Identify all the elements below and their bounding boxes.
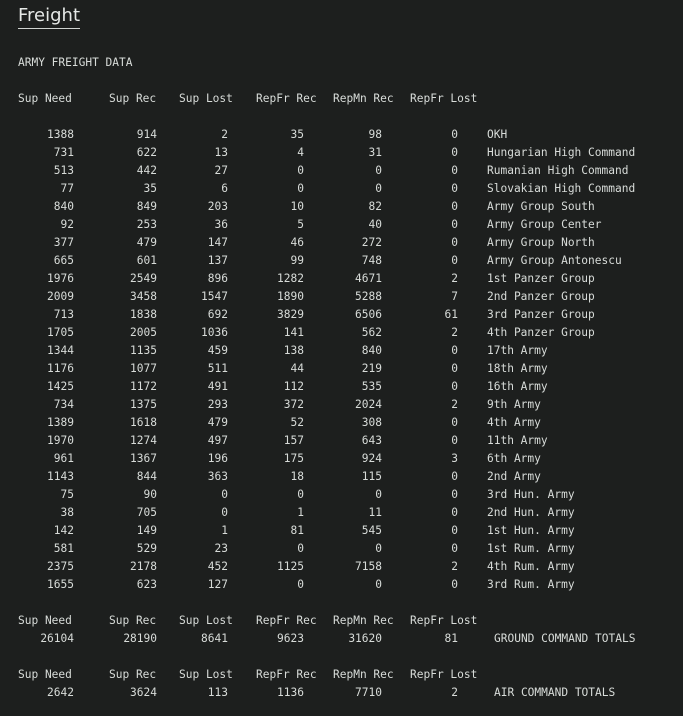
cell-repfr-rec: 0 <box>297 164 304 177</box>
table-row <box>0 540 683 558</box>
cell-sup-need: 665 <box>53 254 74 267</box>
cell-repmn-rec: 545 <box>361 524 382 537</box>
cell-repfr-rec: 175 <box>283 452 304 465</box>
cell-repmn-rec: 0 <box>375 578 382 591</box>
cell-sup-need: 2009 <box>47 290 74 303</box>
cell-repfr-lost: 0 <box>451 146 458 159</box>
cell-sup-lost: 452 <box>207 560 228 573</box>
ground-totals-row <box>0 630 683 648</box>
header-repfr-rec: RepFr Rec <box>256 668 317 681</box>
cell-unit-name: 9th Army <box>487 398 541 411</box>
cell-sup-lost: 497 <box>207 434 228 447</box>
cell-repmn-rec: 82 <box>368 200 382 213</box>
cell-repfr-lost: 0 <box>451 506 458 519</box>
cell-repfr-rec: 81 <box>290 524 304 537</box>
cell-repmn-rec: 11 <box>368 506 382 519</box>
cell-repfr-rec: 1890 <box>277 290 304 303</box>
table-row <box>0 144 683 162</box>
header-sup-rec: Sup Rec <box>109 614 157 627</box>
cell-sup-lost: 1 <box>221 524 228 537</box>
total-repfr-rec: 1136 <box>277 686 304 699</box>
cell-repfr-rec: 0 <box>297 488 304 501</box>
ground-totals-label: GROUND COMMAND TOTALS <box>494 632 636 645</box>
cell-sup-lost: 363 <box>207 470 228 483</box>
cell-sup-lost: 36 <box>214 218 228 231</box>
cell-repfr-lost: 2 <box>451 398 458 411</box>
table-row <box>0 234 683 252</box>
cell-unit-name: 16th Army <box>487 380 548 393</box>
cell-repfr-lost: 0 <box>451 470 458 483</box>
cell-unit-name: 17th Army <box>487 344 548 357</box>
cell-repfr-lost: 0 <box>451 542 458 555</box>
cell-repfr-lost: 7 <box>451 290 458 303</box>
cell-unit-name: 3rd Rum. Army <box>487 578 575 591</box>
cell-repfr-rec: 372 <box>283 398 304 411</box>
cell-sup-need: 1388 <box>47 128 74 141</box>
header-repfr-rec: RepFr Rec <box>256 92 317 105</box>
cell-repfr-rec: 141 <box>283 326 304 339</box>
header-repfr-rec: RepFr Rec <box>256 614 317 627</box>
cell-repfr-lost: 0 <box>451 182 458 195</box>
cell-sup-need: 92 <box>60 218 74 231</box>
cell-unit-name: 2nd Hun. Army <box>487 506 575 519</box>
cell-repfr-lost: 0 <box>451 578 458 591</box>
cell-sup-need: 1425 <box>47 380 74 393</box>
cell-sup-lost: 459 <box>207 344 228 357</box>
cell-sup-rec: 705 <box>136 506 157 519</box>
cell-sup-rec: 90 <box>143 488 157 501</box>
table-row <box>0 450 683 468</box>
cell-unit-name: Army Group South <box>487 200 595 213</box>
header-sup-need: Sup Need <box>18 92 72 105</box>
cell-unit-name: 11th Army <box>487 434 548 447</box>
total-sup-lost: 8641 <box>201 632 228 645</box>
cell-repfr-rec: 157 <box>283 434 304 447</box>
cell-sup-lost: 1036 <box>201 326 228 339</box>
table-row <box>0 522 683 540</box>
cell-repmn-rec: 272 <box>361 236 382 249</box>
total-repfr-rec: 9623 <box>277 632 304 645</box>
header-sup-lost: Sup Lost <box>179 668 233 681</box>
cell-repfr-lost: 0 <box>451 524 458 537</box>
cell-repfr-lost: 0 <box>451 128 458 141</box>
cell-sup-rec: 1618 <box>130 416 157 429</box>
cell-repfr-rec: 18 <box>290 470 304 483</box>
table-header <box>0 90 683 108</box>
total-sup-need: 2642 <box>47 686 74 699</box>
cell-repfr-lost: 61 <box>444 308 458 321</box>
header-repmn-rec: RepMn Rec <box>333 668 394 681</box>
cell-repfr-lost: 0 <box>451 164 458 177</box>
cell-repfr-lost: 0 <box>451 488 458 501</box>
cell-sup-rec: 35 <box>143 182 157 195</box>
cell-sup-lost: 692 <box>207 308 228 321</box>
table-row <box>0 288 683 306</box>
header-sup-need: Sup Need <box>18 614 72 627</box>
cell-sup-lost: 127 <box>207 578 228 591</box>
cell-sup-need: 2375 <box>47 560 74 573</box>
cell-sup-rec: 529 <box>136 542 157 555</box>
cell-sup-need: 1389 <box>47 416 74 429</box>
cell-sup-need: 142 <box>53 524 74 537</box>
header-sup-lost: Sup Lost <box>179 614 233 627</box>
cell-repfr-lost: 0 <box>451 254 458 267</box>
cell-repfr-rec: 99 <box>290 254 304 267</box>
header-repmn-rec: RepMn Rec <box>333 614 394 627</box>
cell-repmn-rec: 535 <box>361 380 382 393</box>
cell-repfr-rec: 112 <box>283 380 304 393</box>
cell-sup-need: 961 <box>53 452 74 465</box>
table-row <box>0 360 683 378</box>
cell-repmn-rec: 562 <box>361 326 382 339</box>
cell-sup-lost: 491 <box>207 380 228 393</box>
cell-unit-name: Slovakian High Command <box>487 182 636 195</box>
cell-sup-need: 1970 <box>47 434 74 447</box>
air-totals-row <box>0 684 683 702</box>
total-repmn-rec: 7710 <box>355 686 382 699</box>
cell-repfr-rec: 44 <box>290 362 304 375</box>
cell-unit-name: 18th Army <box>487 362 548 375</box>
cell-sup-rec: 1135 <box>130 344 157 357</box>
cell-sup-lost: 6 <box>221 182 228 195</box>
cell-sup-lost: 293 <box>207 398 228 411</box>
cell-sup-rec: 442 <box>136 164 157 177</box>
table-row <box>0 126 683 144</box>
cell-repmn-rec: 643 <box>361 434 382 447</box>
table-row <box>0 558 683 576</box>
cell-sup-need: 1655 <box>47 578 74 591</box>
cell-sup-need: 1176 <box>47 362 74 375</box>
cell-repfr-rec: 46 <box>290 236 304 249</box>
cell-repfr-lost: 2 <box>451 272 458 285</box>
table-row <box>0 378 683 396</box>
air-totals-header <box>0 666 683 684</box>
cell-sup-need: 38 <box>60 506 74 519</box>
cell-sup-rec: 479 <box>136 236 157 249</box>
cell-sup-need: 581 <box>53 542 74 555</box>
cell-repfr-lost: 2 <box>451 326 458 339</box>
cell-repfr-lost: 3 <box>451 452 458 465</box>
cell-repfr-rec: 0 <box>297 182 304 195</box>
table-row <box>0 180 683 198</box>
table-row <box>0 216 683 234</box>
cell-repfr-rec: 35 <box>290 128 304 141</box>
cell-repmn-rec: 7158 <box>355 560 382 573</box>
cell-unit-name: 3rd Panzer Group <box>487 308 595 321</box>
cell-repmn-rec: 840 <box>361 344 382 357</box>
cell-repfr-lost: 0 <box>451 380 458 393</box>
cell-unit-name: 4th Army <box>487 416 541 429</box>
cell-repmn-rec: 31 <box>368 146 382 159</box>
total-sup-lost: 113 <box>207 686 228 699</box>
cell-repmn-rec: 219 <box>361 362 382 375</box>
table-row <box>0 504 683 522</box>
cell-sup-lost: 196 <box>207 452 228 465</box>
cell-repfr-lost: 2 <box>451 560 458 573</box>
cell-sup-rec: 844 <box>136 470 157 483</box>
cell-unit-name: OKH <box>487 128 508 141</box>
cell-sup-rec: 622 <box>136 146 157 159</box>
cell-sup-rec: 1375 <box>130 398 157 411</box>
cell-sup-rec: 253 <box>136 218 157 231</box>
cell-repfr-rec: 0 <box>297 578 304 591</box>
cell-sup-lost: 0 <box>221 488 228 501</box>
cell-sup-rec: 1172 <box>130 380 157 393</box>
cell-sup-need: 840 <box>53 200 74 213</box>
total-repmn-rec: 31620 <box>348 632 382 645</box>
total-repfr-lost: 2 <box>451 686 458 699</box>
cell-unit-name: Army Group Center <box>487 218 602 231</box>
cell-sup-lost: 147 <box>207 236 228 249</box>
header-repfr-lost: RepFr Lost <box>410 92 478 105</box>
cell-sup-rec: 2005 <box>130 326 157 339</box>
header-repfr-lost: RepFr Lost <box>410 614 478 627</box>
cell-repfr-lost: 0 <box>451 200 458 213</box>
header-sup-need: Sup Need <box>18 668 72 681</box>
cell-sup-need: 377 <box>53 236 74 249</box>
cell-sup-lost: 511 <box>207 362 228 375</box>
cell-sup-rec: 2178 <box>130 560 157 573</box>
cell-repmn-rec: 308 <box>361 416 382 429</box>
cell-unit-name: 2nd Panzer Group <box>487 290 595 303</box>
cell-unit-name: 3rd Hun. Army <box>487 488 575 501</box>
cell-sup-lost: 137 <box>207 254 228 267</box>
cell-sup-lost: 1547 <box>201 290 228 303</box>
cell-repfr-rec: 0 <box>297 542 304 555</box>
table-row <box>0 162 683 180</box>
cell-repmn-rec: 0 <box>375 164 382 177</box>
cell-sup-need: 1976 <box>47 272 74 285</box>
cell-unit-name: 4th Panzer Group <box>487 326 595 339</box>
cell-repfr-lost: 0 <box>451 416 458 429</box>
cell-sup-need: 731 <box>53 146 74 159</box>
cell-unit-name: 4th Rum. Army <box>487 560 575 573</box>
table-row <box>0 414 683 432</box>
total-sup-need: 26104 <box>40 632 74 645</box>
cell-sup-need: 713 <box>53 308 74 321</box>
cell-repfr-lost: 0 <box>451 236 458 249</box>
table-row <box>0 396 683 414</box>
cell-repmn-rec: 748 <box>361 254 382 267</box>
cell-unit-name: 6th Army <box>487 452 541 465</box>
cell-sup-rec: 1838 <box>130 308 157 321</box>
cell-repfr-rec: 1125 <box>277 560 304 573</box>
cell-sup-need: 734 <box>53 398 74 411</box>
cell-repfr-rec: 3829 <box>277 308 304 321</box>
window-title: Freight <box>18 5 80 29</box>
cell-repmn-rec: 40 <box>368 218 382 231</box>
cell-unit-name: 1st Panzer Group <box>487 272 595 285</box>
cell-repmn-rec: 115 <box>361 470 382 483</box>
cell-unit-name: 1st Rum. Army <box>487 542 575 555</box>
header-sup-rec: Sup Rec <box>109 92 157 105</box>
cell-sup-need: 1143 <box>47 470 74 483</box>
cell-sup-rec: 623 <box>136 578 157 591</box>
cell-sup-rec: 1367 <box>130 452 157 465</box>
header-repfr-lost: RepFr Lost <box>410 668 478 681</box>
cell-sup-need: 1705 <box>47 326 74 339</box>
table-row <box>0 342 683 360</box>
cell-repfr-lost: 0 <box>451 344 458 357</box>
cell-sup-need: 77 <box>60 182 74 195</box>
cell-repfr-rec: 4 <box>297 146 304 159</box>
cell-unit-name: Army Group North <box>487 236 595 249</box>
table-row <box>0 252 683 270</box>
cell-sup-need: 1344 <box>47 344 74 357</box>
table-row <box>0 198 683 216</box>
cell-sup-lost: 896 <box>207 272 228 285</box>
ground-totals-header <box>0 612 683 630</box>
cell-sup-rec: 914 <box>136 128 157 141</box>
table-row <box>0 468 683 486</box>
cell-repfr-rec: 1 <box>297 506 304 519</box>
cell-repmn-rec: 2024 <box>355 398 382 411</box>
total-sup-rec: 28190 <box>123 632 157 645</box>
cell-sup-rec: 1077 <box>130 362 157 375</box>
cell-sup-lost: 0 <box>221 506 228 519</box>
cell-repmn-rec: 0 <box>375 542 382 555</box>
cell-repmn-rec: 5288 <box>355 290 382 303</box>
cell-sup-need: 75 <box>60 488 74 501</box>
cell-repfr-rec: 138 <box>283 344 304 357</box>
total-sup-rec: 3624 <box>130 686 157 699</box>
table-row <box>0 270 683 288</box>
table-row <box>0 324 683 342</box>
cell-repmn-rec: 98 <box>368 128 382 141</box>
header-sup-rec: Sup Rec <box>109 668 157 681</box>
cell-repfr-rec: 10 <box>290 200 304 213</box>
cell-sup-rec: 3458 <box>130 290 157 303</box>
cell-sup-rec: 849 <box>136 200 157 213</box>
table-row <box>0 486 683 504</box>
header-sup-lost: Sup Lost <box>179 92 233 105</box>
cell-repmn-rec: 924 <box>361 452 382 465</box>
cell-repmn-rec: 6506 <box>355 308 382 321</box>
cell-unit-name: Rumanian High Command <box>487 164 629 177</box>
cell-sup-lost: 13 <box>214 146 228 159</box>
cell-sup-rec: 601 <box>136 254 157 267</box>
cell-unit-name: Army Group Antonescu <box>487 254 622 267</box>
table-row <box>0 306 683 324</box>
cell-repmn-rec: 0 <box>375 182 382 195</box>
cell-unit-name: 2nd Army <box>487 470 541 483</box>
cell-sup-rec: 149 <box>136 524 157 537</box>
cell-sup-lost: 203 <box>207 200 228 213</box>
cell-sup-lost: 479 <box>207 416 228 429</box>
cell-repfr-lost: 0 <box>451 218 458 231</box>
total-repfr-lost: 81 <box>444 632 458 645</box>
cell-repmn-rec: 0 <box>375 488 382 501</box>
cell-unit-name: Hungarian High Command <box>487 146 636 159</box>
table-row <box>0 432 683 450</box>
cell-repfr-lost: 0 <box>451 362 458 375</box>
cell-sup-lost: 27 <box>214 164 228 177</box>
cell-repfr-rec: 1282 <box>277 272 304 285</box>
cell-unit-name: 1st Hun. Army <box>487 524 575 537</box>
section-title: ARMY FREIGHT DATA <box>18 56 133 69</box>
cell-sup-lost: 2 <box>221 128 228 141</box>
cell-repfr-rec: 52 <box>290 416 304 429</box>
cell-sup-lost: 23 <box>214 542 228 555</box>
air-totals-label: AIR COMMAND TOTALS <box>494 686 616 699</box>
cell-repfr-lost: 0 <box>451 434 458 447</box>
cell-repmn-rec: 4671 <box>355 272 382 285</box>
table-row <box>0 576 683 594</box>
header-repmn-rec: RepMn Rec <box>333 92 394 105</box>
cell-sup-rec: 1274 <box>130 434 157 447</box>
cell-repfr-rec: 5 <box>297 218 304 231</box>
cell-sup-need: 513 <box>53 164 74 177</box>
cell-sup-rec: 2549 <box>130 272 157 285</box>
